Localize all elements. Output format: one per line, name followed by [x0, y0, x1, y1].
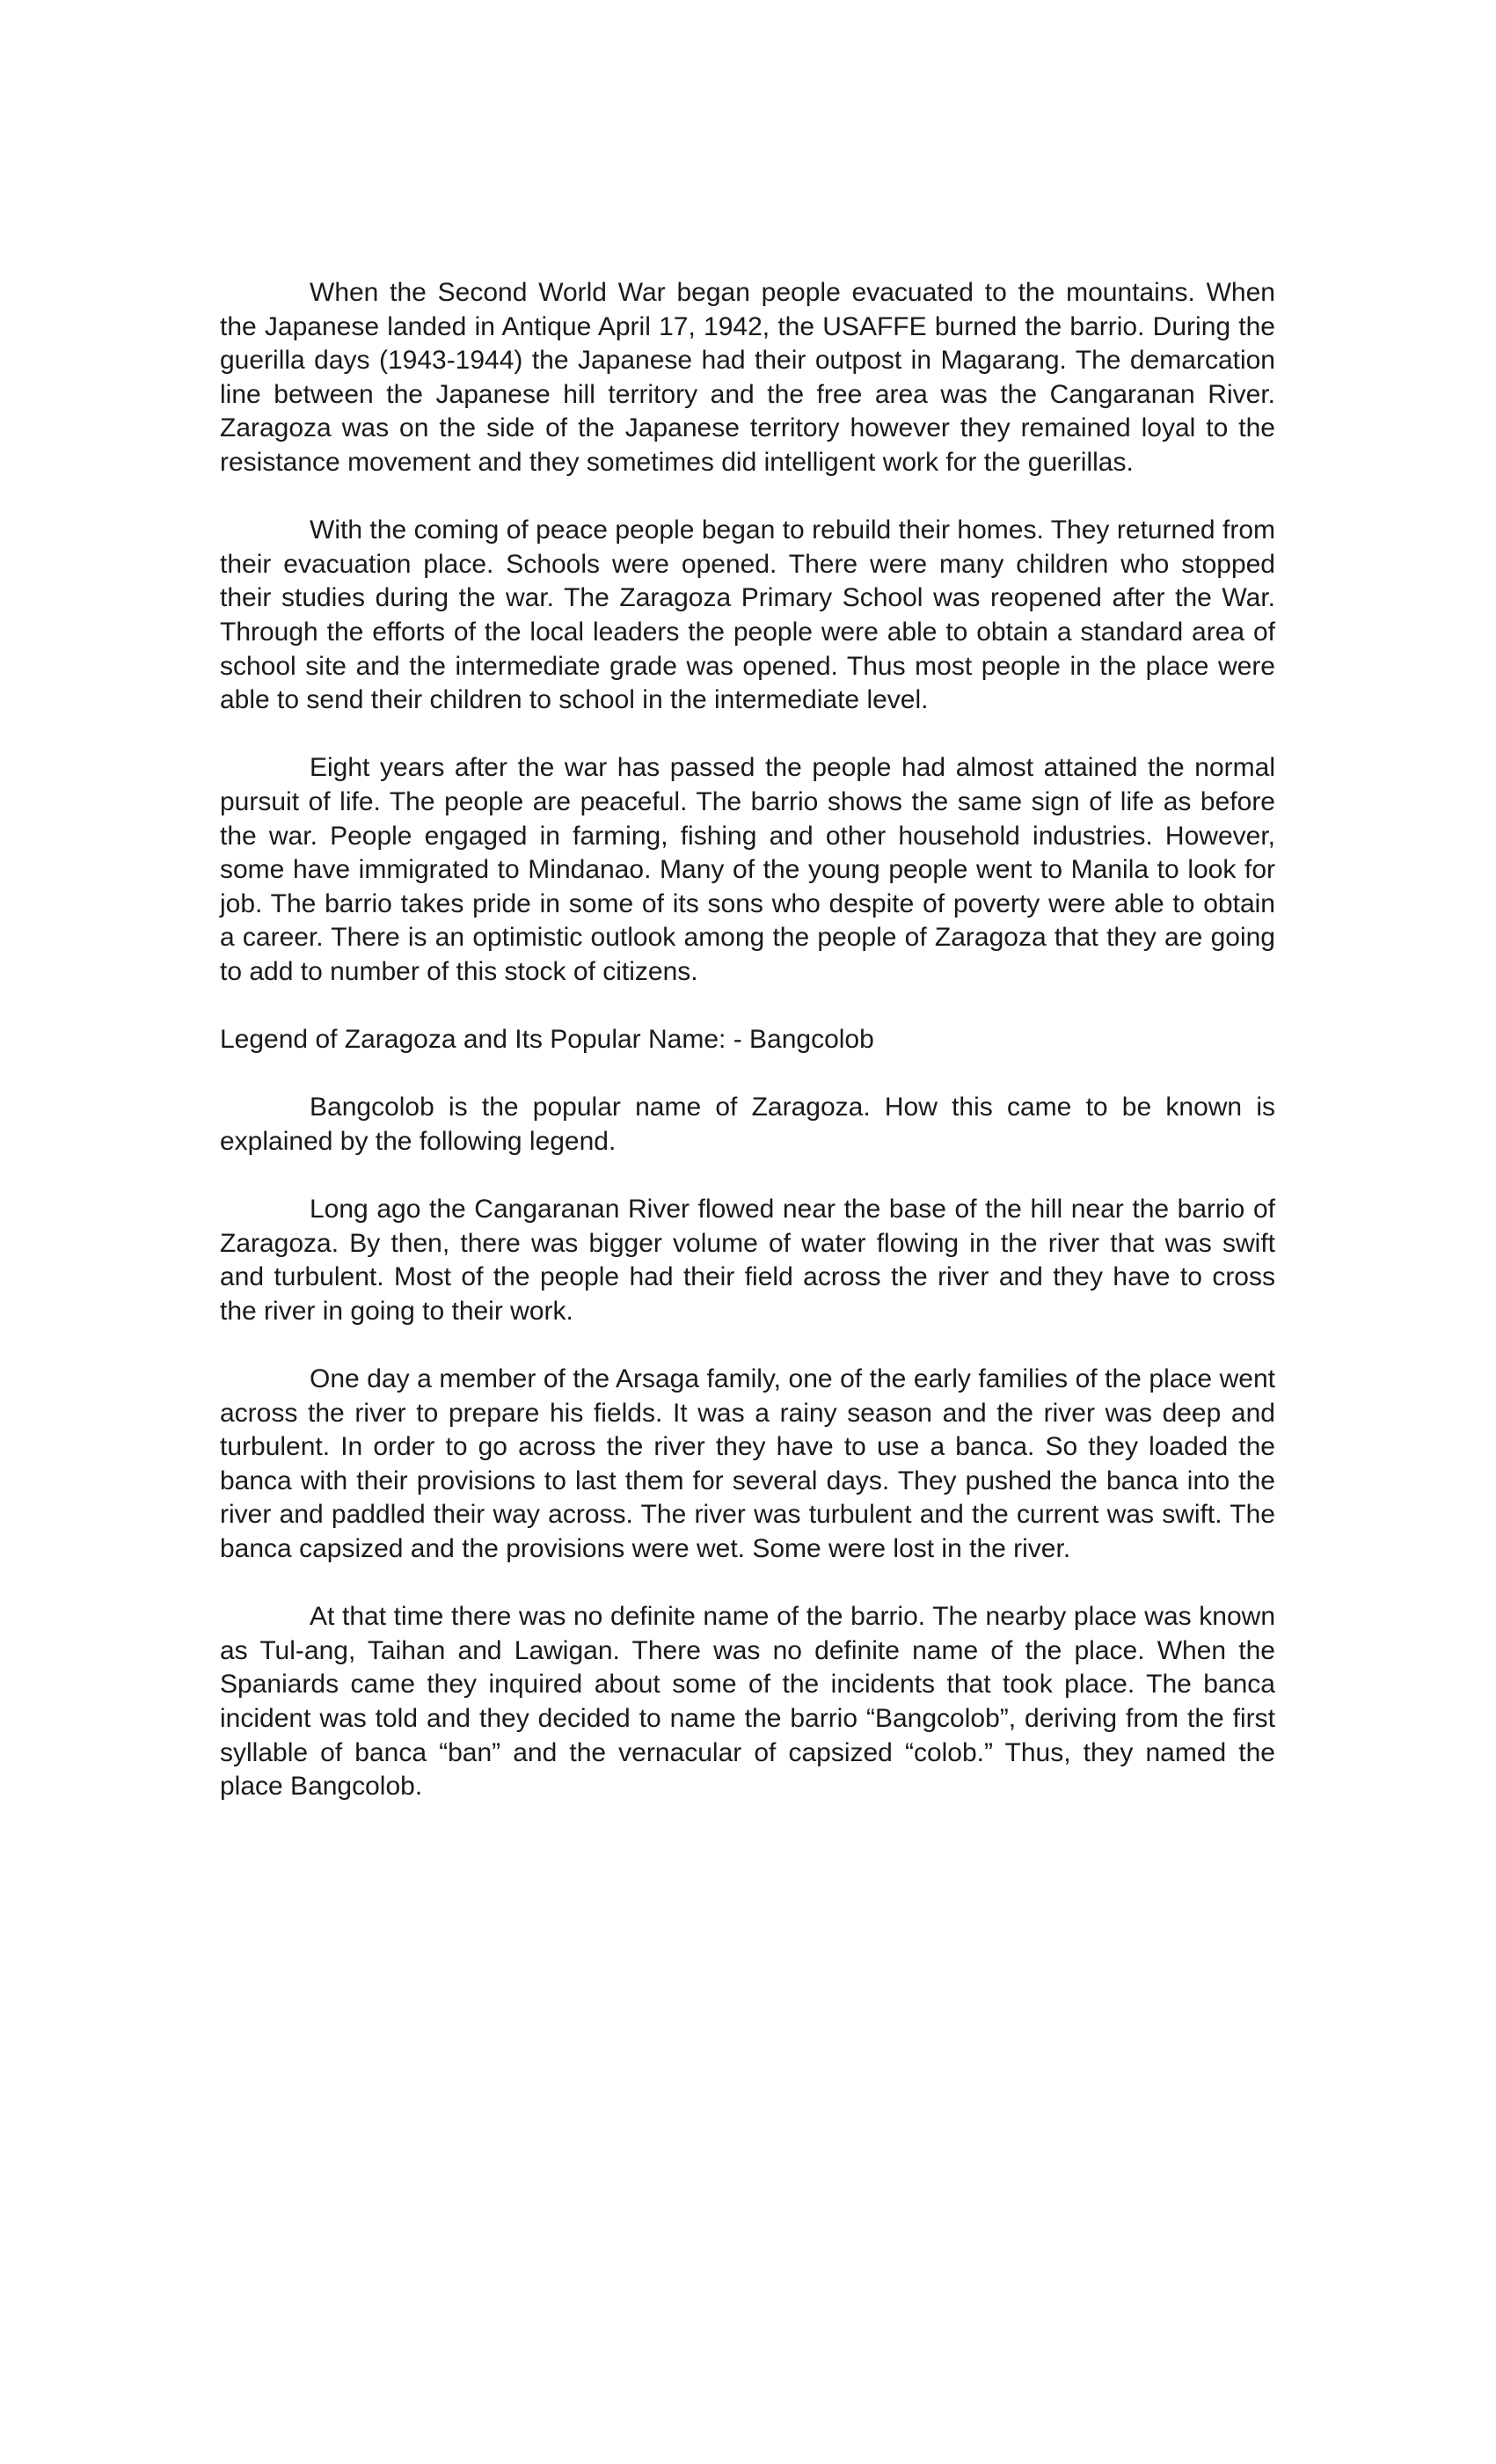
paragraph-peace: With the coming of peace people began to rebuild their homes. They returned from their evacuation place. Schools were opened. There were many children who stopped their studies during the war. The Zaragoza Primary School was reopened after the War. Through the efforts of the local leaders the people were able to obtain a standard area of school site and the intermediate grade was opened. Thus most people in the place were able to send their children to school in the intermediate level. — [220, 515, 1275, 715]
paragraph-post-war: Eight years after the war has passed the people had almost attained the normal pursuit of life. The people are peaceful. The barrio shows the same sign of life as before the war. People engaged in farming, fishing and other household industries. However, some have immigrated to Mindanao. Many of the young people went to Manila to look for job. The barrio takes pride in some of its sons who despite of poverty were able to obtain a career. There is an optimistic outlook among the people of Zaragoza that they are going to add to number of this stock of citizens. — [220, 753, 1275, 986]
paragraph-legend-arsaga: One day a member of the Arsaga family, one of the early families of the place went across the river to prepare his fields. It was a rainy season and the river was deep and turbulent. In order to go across the river they have to use a banca. So they loaded the banca with their provisions to last them for several days. They pushed the banca into the river and paddled their way across. The river was turbulent and the current was swift. The banca capsized and the provisions were wet. Some were lost in the river. — [220, 1364, 1275, 1563]
paragraph-world-war: When the Second World War began people evacuated to the mountains. When the Japanese landed in Antique April 17, 1942, the USAFFE burned the barrio. During the guerilla days (1943-1944) the Japanese had their outpost in Magarang. The demarcation line between the Japanese hill territory and the free area was the Cangaranan River. Zaragoza was on the side of the Japanese territory however they remained loyal to the resistance movement and they sometimes did intelligent work for the guerillas. — [220, 278, 1275, 477]
legend-heading: Legend of Zaragoza and Its Popular Name: - Bangcolob — [220, 1025, 874, 1055]
paragraph-legend-naming: At that time there was no definite name of the barrio. The nearby place was known as Tul-ang, Taihan and Lawigan. There was no definite name of the place. When the Spaniards came they inquired about some of the incidents that took place. The banca incident was told and they decided to name the barrio “Bangcolob”, deriving from the first syllable of banca “ban” and the vernacular of capsized “colob.” Thus, they named the place Bangcolob. — [220, 1602, 1275, 1802]
paragraph-legend-intro: Bangcolob is the popular name of Zaragoza. How this came to be known is explained by the following legend. — [220, 1093, 1275, 1156]
paragraph-legend-river: Long ago the Cangaranan River flowed near the base of the hill near the barrio of Zaragoza. By then, there was bigger volume of water flowing in the river that was swift and turbulent. Most of the people had their field across the river and they have to cross the river in going to their work. — [220, 1195, 1275, 1326]
document-page — [220, 276, 1275, 1838]
